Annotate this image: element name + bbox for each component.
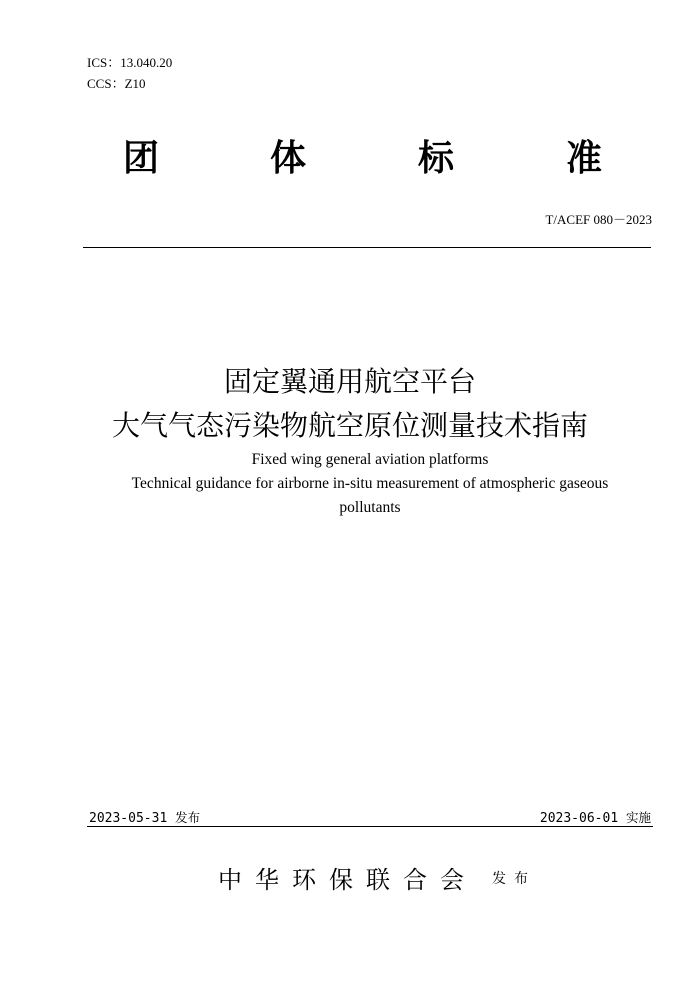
implement-date <box>540 808 651 826</box>
publisher-name: 中华环保联合会 <box>218 866 477 894</box>
ics-code: ICS：13.040.20 <box>87 55 173 70</box>
implement-date-value: 2023-06-01 <box>539 811 619 826</box>
title-en-line1: Fixed wing general aviation platforms <box>251 451 489 468</box>
implement-label: 实施 <box>625 810 651 825</box>
standard-type-char: 团 <box>123 138 160 179</box>
standard-type-char: 标 <box>418 138 455 179</box>
issue-date <box>89 808 200 826</box>
classification-codes <box>87 52 172 94</box>
top-divider <box>83 247 651 248</box>
issue-label: 发布 <box>175 810 201 825</box>
standard-number: T/ACEF 080－2023 <box>545 212 652 227</box>
publisher-label: 发布 <box>492 871 536 887</box>
standard-type-char: 体 <box>270 138 307 179</box>
bottom-divider <box>87 826 653 827</box>
title-en <box>80 448 660 520</box>
standard-type-title <box>0 130 700 178</box>
title-cn-line1: 固定翼通用航空平台 <box>223 365 476 398</box>
ccs-code: CCS：Z10 <box>87 76 146 91</box>
issue-date-value: 2023-05-31 <box>89 811 168 826</box>
title-en-line3: pollutants <box>339 499 401 516</box>
title-en-line2: Technical guidance for airborne in-situ measurement of atmospheric gaseous <box>131 475 609 492</box>
title-cn-line2: 大气气态污染物航空原位测量技术指南 <box>111 409 588 442</box>
standard-type-char: 准 <box>566 138 603 179</box>
